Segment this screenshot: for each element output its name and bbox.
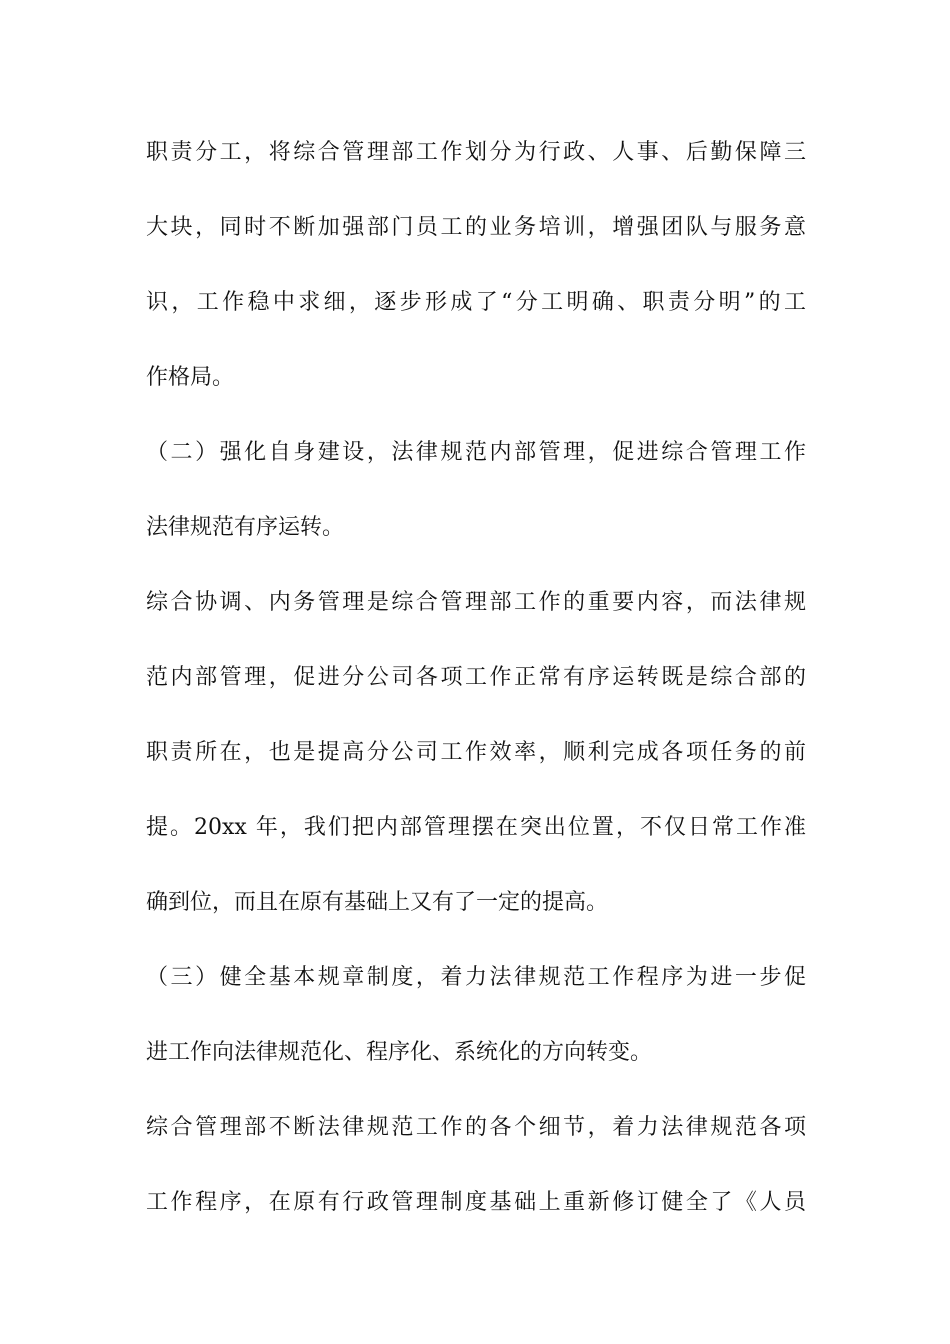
- section-heading: 进工作向法律规范化、程序化、系统化的方向转变。: [146, 1040, 653, 1065]
- section-heading: （二）强化自身建设，法律规范内部管理，促进综合管理工作: [146, 440, 806, 465]
- text-line: 综合管理部不断法律规范工作的各个细节，着力法律规范各项: [146, 1115, 806, 1140]
- text-line: 职责分工，将综合管理部工作划分为行政、人事、后勤保障三: [146, 140, 806, 165]
- section-heading: （三）健全基本规章制度，着力法律规范工作程序为进一步促: [146, 965, 806, 990]
- text-line: 职责所在，也是提高分公司工作效率，顺利完成各项任务的前: [146, 740, 806, 765]
- text-line: 提。20xx 年，我们把内部管理摆在突出位置，不仅日常工作准: [146, 815, 806, 840]
- text-line: 确到位，而且在原有基础上又有了一定的提高。: [146, 890, 609, 915]
- text-line: 范内部管理，促进分公司各项工作正常有序运转既是综合部的: [146, 665, 806, 690]
- text-line: 综合协调、内务管理是综合管理部工作的重要内容，而法律规: [146, 590, 806, 615]
- text-line: 作格局。: [146, 365, 235, 390]
- section-heading: 法律规范有序运转。: [146, 515, 345, 540]
- text-line: 大块，同时不断加强部门员工的业务培训，增强团队与服务意: [146, 215, 806, 240]
- text-line: 工作程序，在原有行政管理制度基础上重新修订健全了《人员: [146, 1190, 806, 1215]
- text-line: 识，工作稳中求细，逐步形成了“分工明确、职责分明”的工: [146, 290, 806, 315]
